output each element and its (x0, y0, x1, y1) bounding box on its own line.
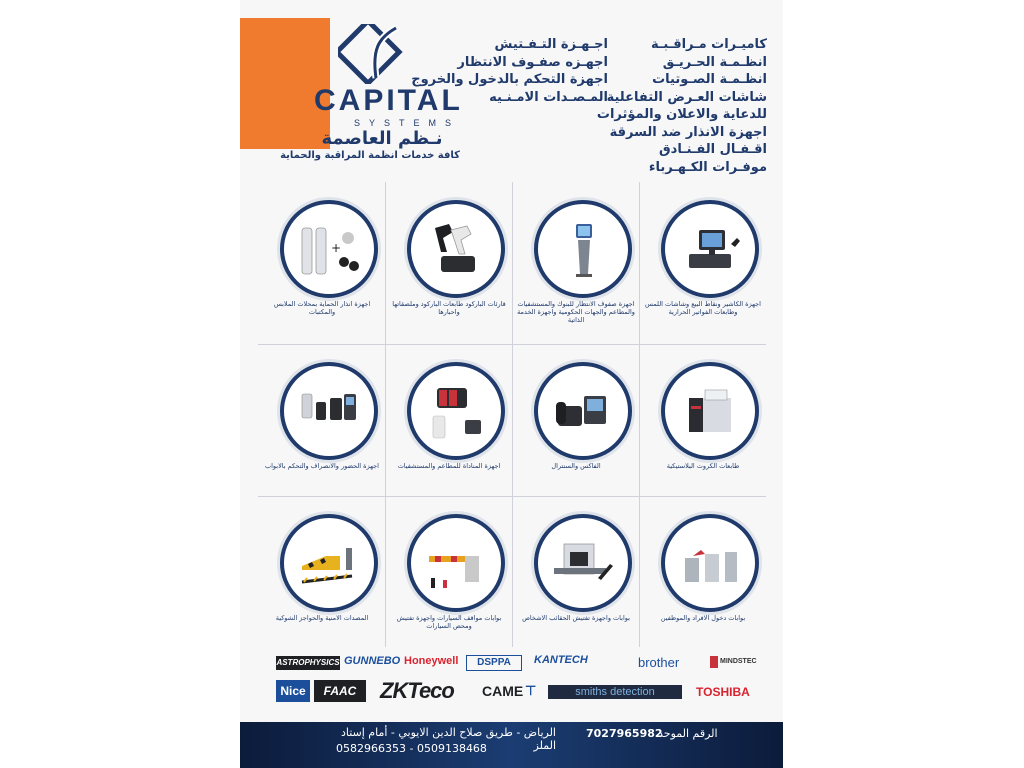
logo-subtitle: SYSTEMS (354, 118, 461, 128)
unified-number: 7027965982 (586, 727, 663, 740)
xray-scanner-icon (548, 528, 618, 598)
service-item: للدعاية والاعلان والمؤثرات (596, 107, 767, 122)
access-control-icon (294, 376, 364, 446)
product-card-turnstile (639, 496, 766, 651)
product-card-xray (512, 496, 639, 651)
brand-toshiba-logo: TOSHIBA (696, 685, 750, 699)
service-item: اقـفـال الفـنـادق (659, 142, 767, 157)
service-item: اجهزة التحكم بالدخول والخروج (411, 72, 608, 87)
brand-mindstec-logo: MINDSTEC (710, 656, 757, 668)
barcode-scanner-icon (421, 214, 491, 284)
product-caption: قارئات الباركود طابعات الباركود وملصقاتها واحبارها (392, 300, 506, 316)
pos-terminal-icon (675, 214, 745, 284)
logo-wordmark: CAPITAL (314, 84, 463, 117)
parking-barrier-icon (421, 528, 491, 598)
brand-kantech-logo: KANTECH (534, 654, 588, 666)
service-item: انظـمـة الحـريـق (662, 54, 767, 70)
capital-logo-mark-icon (338, 24, 408, 84)
product-card-eas (258, 182, 385, 337)
brand-brother-logo: brother (638, 655, 680, 670)
card-printer-icon (675, 376, 745, 446)
eas-gate-icon (294, 214, 364, 284)
service-item: المـصـدات الامـنـيه (489, 89, 608, 105)
product-caption: اجهزة الحضور والانصراف والتحكم بالابواب (264, 462, 379, 470)
logo-arabic-name: نـظم العاصمة (321, 128, 443, 149)
pager-icon (421, 376, 491, 446)
service-item: اجهـزه صفـوف الانتظار (457, 54, 608, 70)
product-caption: اجهزة صفوف الانتظار للبنوك والمستشفيات والمطاعم والجهات الحكومية واجهزة الخدمة الذاتية (517, 300, 635, 324)
product-caption: اجهزة المناداة للمطاعم والمستشفيات (397, 462, 501, 470)
service-item: كاميـرات مـراقـبـة (651, 37, 767, 52)
product-card-barcode (385, 182, 512, 337)
services-list-primary (596, 36, 767, 176)
pbx-phone-icon (548, 376, 618, 446)
brand-gunnebo-logo: GUNNEBO (344, 655, 401, 667)
product-caption: المصدات الامنية والحواجز الشوكية (275, 614, 369, 622)
product-caption: طابعات الكروت البلاستيكية (666, 462, 740, 470)
product-card-access (258, 344, 385, 499)
unified-number-label: الرقم الموحد (658, 727, 718, 740)
product-card-queue (512, 182, 639, 337)
product-card-pos (639, 182, 766, 337)
product-card-pbx (512, 344, 639, 499)
service-item: اجهزة الانذار ضد السرقة (609, 124, 767, 140)
service-item: اجـهـزة التـفـتيش (494, 37, 608, 52)
product-caption: بوابات دخول الافراد والموظفين (660, 614, 746, 622)
footer-address: الرياض - طريق صلاح الدين الايوبي - أمام إستاد الملز (340, 726, 556, 752)
company-tagline: كافة خدمات انظمة المراقبة والحماية (280, 150, 460, 161)
footer-phones: 0582966353 - 0509138468 (336, 742, 487, 755)
contact-footer (240, 722, 783, 768)
brand-smiths-logo: smiths detection (548, 685, 682, 699)
partner-brands (270, 652, 765, 712)
brand-honeywell-logo: Honeywell (404, 655, 459, 667)
products-grid (258, 182, 766, 647)
product-caption: بوابات مواقف السيارات واجهزة تفتيش ومحص السيارات (396, 614, 502, 630)
service-item: انظـمـة الصـوتيات (652, 72, 767, 87)
service-item: شاشات العـرض التفاعلية (606, 89, 767, 105)
flyer-page (240, 0, 783, 768)
brand-astrophysics-logo: ASTROPHYSICS (276, 656, 340, 670)
product-card-parking (385, 496, 512, 651)
product-card-card-printer (639, 344, 766, 499)
road-blocker-icon (294, 528, 364, 598)
svg-text:+: + (331, 241, 342, 255)
product-card-blocker (258, 496, 385, 651)
brand-came-symbol-icon: ⊤ (525, 683, 537, 698)
brand-zkteco-logo: ZKTeco (380, 678, 454, 703)
product-caption: بوابات واجهزة تفتيش الحقائب الاشخاص (522, 614, 630, 622)
product-caption: الفاكس والسنترال (551, 462, 601, 470)
queue-kiosk-icon (548, 214, 618, 284)
brand-nice-logo: Nice (276, 680, 310, 702)
product-caption: اجهزة الكاشير ونقاط البيع وشاشات اللمس وطابعات الفواتير الحرارية (645, 300, 761, 316)
brand-came-logo: CAME (482, 683, 524, 699)
turnstile-icon (675, 528, 745, 598)
product-card-pager (385, 344, 512, 499)
brand-faac-logo: FAAC (314, 680, 366, 702)
service-item: موفـرات الكـهـرباء (648, 159, 767, 175)
product-caption: اجهزة انذار الحماية بمحلات الملابس والمكتبات (273, 300, 371, 316)
services-list-secondary (411, 36, 608, 106)
brand-dsppa-logo: DSPPA (466, 655, 522, 671)
